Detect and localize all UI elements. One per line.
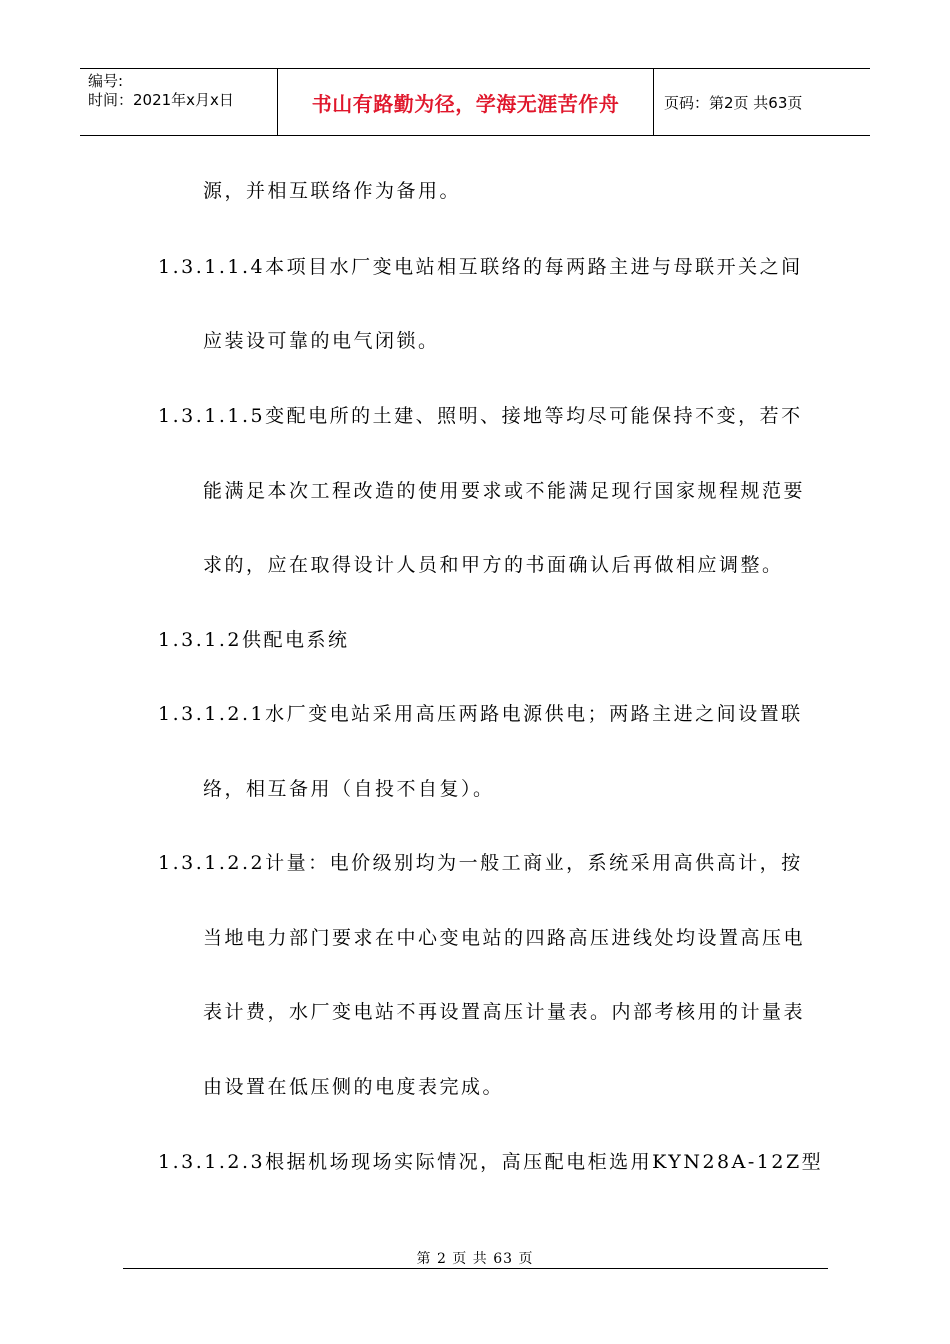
document-number-label: 编号:	[88, 72, 124, 90]
header-motto: 书山有路勤为径，学海无涯苦作舟	[311, 91, 620, 116]
body-line: 求的，应在取得设计人员和甲方的书面确认后再做相应调整。	[203, 554, 784, 576]
body-line: 1.3.1.1.4本项目水厂变电站相互联络的每两路主进与母联开关之间	[158, 256, 803, 278]
header-page-info: 页码：第2页 共63页	[664, 93, 803, 112]
footer-divider	[123, 1268, 828, 1269]
body-line: 表计费，水厂变电站不再设置高压计量表。内部考核用的计量表	[203, 1001, 806, 1023]
body-line: 1.3.1.2.1水厂变电站采用高压两路电源供电；两路主进之间设置联	[158, 703, 803, 725]
body-line: 能满足本次工程改造的使用要求或不能满足现行国家规程规范要	[203, 480, 806, 502]
body-line: 1.3.1.2.3根据机场现场实际情况，高压配电柜选用KYN28A-12Z型	[158, 1151, 824, 1173]
header-table	[80, 68, 870, 136]
header-page-cell	[654, 69, 870, 135]
header-meta-cell	[80, 69, 278, 135]
body-line: 应装设可靠的电气闭锁。	[203, 330, 440, 352]
document-time-label: 时间：2021年x月x日	[88, 91, 234, 109]
body-line: 当地电力部门要求在中心变电站的四路高压进线处均设置高压电	[203, 927, 806, 949]
body-line: 络，相互备用（自投不自复）。	[203, 778, 495, 800]
body-line: 1.3.1.1.5变配电所的土建、照明、接地等均尽可能保持不变，若不	[158, 405, 803, 427]
body-line: 由设置在低压侧的电度表完成。	[203, 1076, 505, 1098]
body-line: 1.3.1.2供配电系统	[158, 629, 350, 651]
body-line: 1.3.1.2.2计量：电价级别均为一般工商业，系统采用高供高计，按	[158, 852, 803, 874]
body-line: 源，并相互联络作为备用。	[203, 180, 462, 202]
header-motto-cell	[278, 69, 654, 135]
footer-page-number: 第 2 页 共 63 页	[416, 1251, 534, 1267]
